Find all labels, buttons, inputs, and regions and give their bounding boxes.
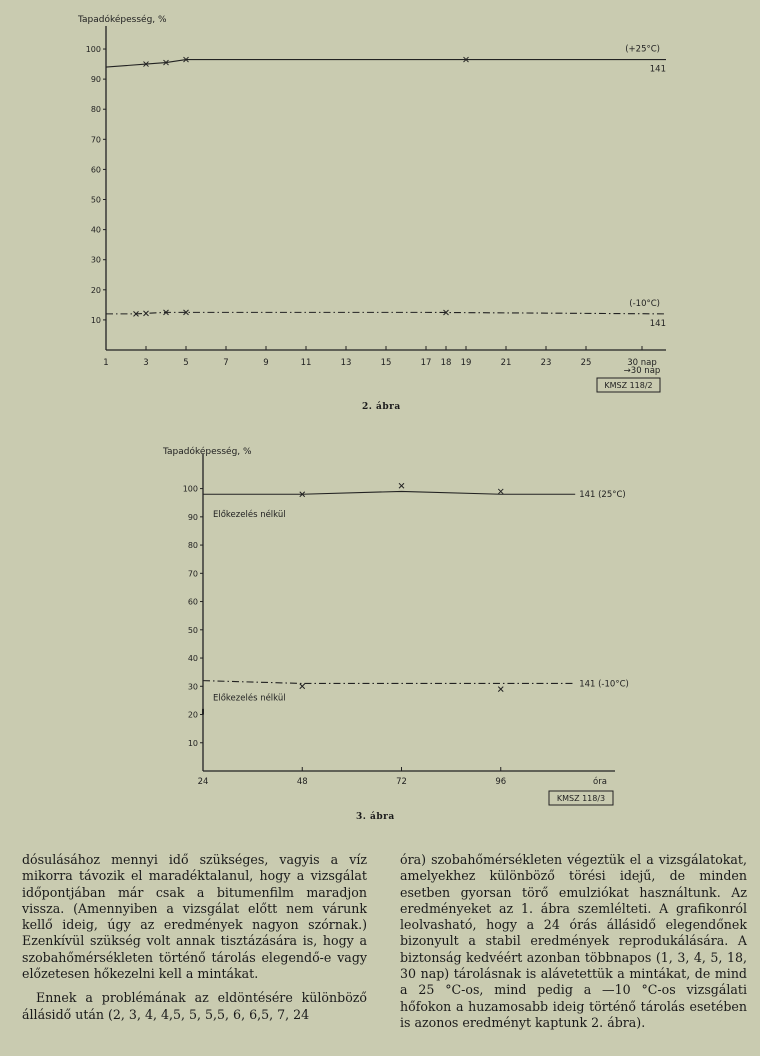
paragraph: dósulásához mennyi idő szükséges, vagyis a víz mikorra távozik el maradéktalanul, hogy a vizsgálat időpontjában már csak a bitumenfilm maradjon vissza. (Amennyiben a vizsgálat előtt nem várunk kellő ideig, úgy az eredmények nagyon szórnak.) Ezenkívül szükség volt annak tisztázására is, hogy a szobahőmérsékleten történő tárolás elegendő-e vagy előzetesen hőkezelni kell a mintákat.: [22, 852, 367, 982]
paragraph: óra) szobahőmérsékleten végeztük el a vizsgálatokat, amelyekhez különböző törési idejű, de minden esetben gyorsan törő emulziókat használtunk. Az eredményeket az 1. ábra szemlélteti. A grafikonról leolvasható, hogy a 24 órás állásidő elegendőnek bizonyult a stabil eredmények reprodukálására. A biztonság kedvéért azonban többnapos (1, 3, 4, 5, 18, 30 nap) tárolásnak is alávetettük a mintákat, de mind a 25 °C-os, mind pedig a —10 °C-os vizsgálati hőfokon a huzamosabb ideig történő tárolás esetében is azonos eredményt kaptunk 2. ábra).: [400, 852, 747, 1030]
x-tick-label: 13: [340, 358, 352, 368]
text-column-left: [22, 852, 367, 1023]
y-tick-label: 50: [187, 625, 198, 635]
y-tick-label: 60: [90, 165, 101, 175]
stamp-text: KMSZ 118/3: [556, 794, 606, 803]
series-label: (-10°C): [629, 298, 660, 309]
x-tick-label: 48: [296, 777, 308, 787]
x-tick-label-extra: →30 nap: [623, 366, 661, 376]
chart-2-plot: [77, 14, 666, 392]
y-tick-label: 40: [90, 225, 101, 235]
series-end-label: 141: [649, 64, 666, 75]
x-tick-label: 17: [420, 358, 432, 368]
x-tick-label: 11: [300, 358, 312, 368]
x-tick-label: 19: [460, 358, 472, 368]
x-tick-label: 25: [580, 358, 592, 368]
x-tick-label: 5: [183, 358, 189, 368]
chart-figure-3: [0, 436, 760, 828]
paragraph: Ennek a problémának az eldöntésére különböző állásidő után (2, 3, 4, 4,5, 5, 5,5, 6, 6,5, 7, 24: [22, 990, 367, 1022]
y-tick-label: 30: [90, 255, 101, 265]
y-axis-label: Tapadóképesség, %: [78, 15, 167, 25]
x-tick-label: 3: [143, 358, 149, 368]
series-label: 141 (25°C): [579, 490, 626, 501]
y-tick-label: 90: [90, 75, 101, 85]
y-tick-label: 60: [187, 597, 198, 607]
series-line-0: [106, 60, 666, 68]
data-point-marker: [498, 687, 503, 692]
text-column-right: [400, 852, 747, 1031]
x-tick-label: 23: [540, 358, 552, 368]
data-point-marker: [144, 311, 149, 316]
y-tick-label: 100: [182, 484, 198, 494]
x-tick-label: 15: [380, 358, 392, 368]
y-tick-label: 50: [90, 195, 101, 205]
data-point-marker: [300, 684, 305, 689]
x-unit-label: óra: [593, 777, 607, 787]
y-tick-label: 20: [90, 285, 101, 295]
chart-figure-2: [0, 0, 760, 420]
data-point-marker: [399, 483, 404, 488]
y-tick-label: 80: [90, 105, 101, 115]
y-tick-label: 100: [85, 45, 101, 55]
series-label: (+25°C): [625, 44, 660, 55]
y-tick-label: 20: [187, 710, 198, 720]
x-tick-label: 1: [103, 358, 109, 368]
stamp-text: KMSZ 118/2: [604, 381, 653, 390]
series-line-1: [203, 681, 575, 684]
caption-figure-2: 2. ábra: [362, 402, 401, 412]
y-tick-label: 90: [187, 512, 198, 522]
y-axis-label: Tapadóképesség, %: [163, 447, 252, 457]
series-line-0: [203, 491, 575, 494]
y-tick-label: 10: [187, 738, 198, 748]
data-point-marker: [498, 489, 503, 494]
x-tick-label: 18: [440, 358, 452, 368]
x-tick-label: 7: [223, 358, 229, 368]
y-tick-label: 70: [187, 569, 198, 579]
x-tick-label: 96: [495, 777, 507, 787]
caption-figure-3: 3. ábra: [356, 812, 395, 822]
y-tick-label: 10: [90, 315, 101, 325]
series-end-label: 141: [649, 318, 666, 329]
x-tick-label: 21: [500, 358, 512, 368]
x-tick-label: 30 nap: [627, 358, 657, 368]
annotation: Előkezelés nélkül: [213, 510, 286, 521]
annotation: Előkezelés nélkül: [213, 693, 286, 704]
chart-3-plot: [162, 446, 629, 805]
series-line-1: [106, 312, 666, 314]
x-tick-label: 24: [197, 777, 209, 787]
series-label: 141 (-10°C): [579, 679, 629, 690]
x-tick-label: 72: [396, 777, 407, 787]
y-tick-label: 30: [187, 682, 198, 692]
y-tick-label: 80: [187, 541, 198, 551]
y-tick-label: 40: [187, 654, 198, 664]
x-tick-label: 9: [263, 358, 269, 368]
y-tick-label: 70: [90, 135, 101, 145]
